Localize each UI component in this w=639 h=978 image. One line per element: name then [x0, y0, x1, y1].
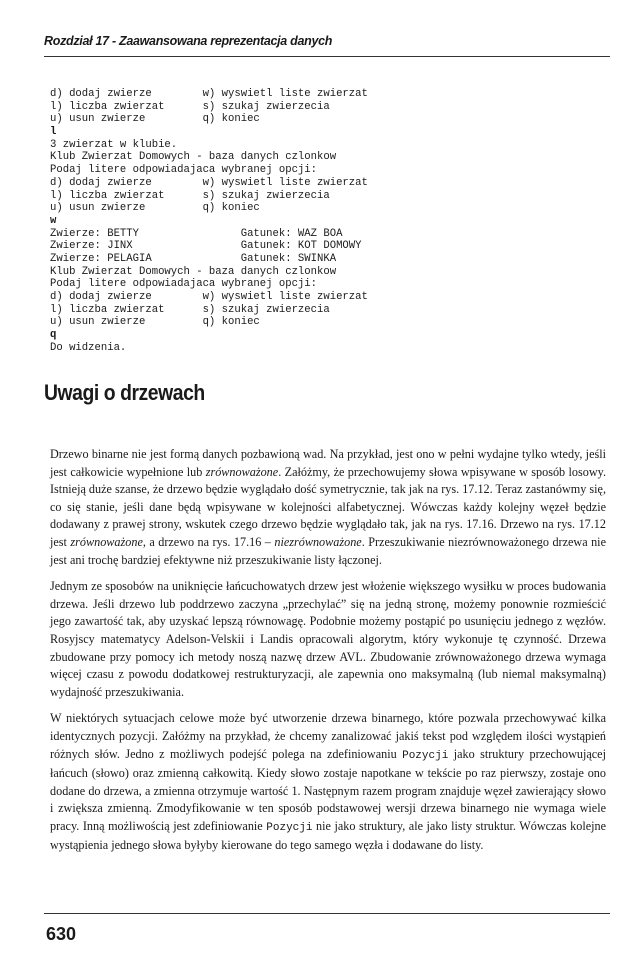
- body-paragraph: [50, 710, 606, 855]
- page-number: 630: [46, 924, 77, 944]
- body-paragraph: [50, 446, 606, 569]
- text-run: W niektórych sytuacjach celowe może być utworzenie drzewa binarnego, które pozwala przechowywać kilka identycznych pozycji. Załóżmy na przykład, że chcemy zanalizować jakiś tekst pod względem ilości wystąpień różnych słów. Jedno z możliwych podejść polega na zdefiniowaniu: [50, 711, 606, 761]
- console-line: Podaj litere odpowiadajaca wybranej opcji:: [50, 278, 318, 291]
- text-run: nie jako struktury, ale jako listy struktur. Wówczas kolejne wystąpienia jednego słowa byłyby kierowane do tego samego węzła i dodawane do listy.: [50, 818, 607, 853]
- body-text: [50, 446, 606, 864]
- console-line: l) liczba zwierzat s) szukaj zwierzecia: [50, 189, 330, 202]
- console-line: Podaj litere odpowiadajaca wybranej opcji:: [50, 164, 318, 177]
- console-line: l: [50, 126, 57, 139]
- console-line: Klub Zwierzat Domowych - baza danych czlonkow: [50, 151, 337, 164]
- emphasis-term: zrównoważone: [205, 464, 279, 479]
- running-header: Rozdział 17 - Zaawansowana reprezentacja danych: [44, 34, 333, 48]
- text-run: , a drzewo na rys. 17.16 –: [142, 534, 275, 549]
- text-run: . Przeszukiwanie niezrównoważonego drzewa nie jest ani trochę bardziej efektywne niż przeszukiwanie listy łączonej.: [50, 534, 606, 567]
- console-line: Zwierze: PELAGIA Gatunek: SWINKA: [50, 252, 337, 265]
- console-line: d) dodaj zwierze w) wyswietl liste zwierzat: [50, 176, 368, 189]
- console-line: q: [50, 329, 57, 342]
- console-line: Zwierze: JINX Gatunek: KOT DOMOWY: [50, 240, 362, 253]
- text-run: Jednym ze sposobów na uniknięcie łańcuchowatych drzew jest włożenie większego wysiłku w proces budowania drzewa. Jeśli drzewo lub poddrzewo zaczyna „przechylać” się na jedną stronę, możemy ponownie rozmieścić jego zawartość tak, aby uzyskać lepszą równowagę. Podobnie możemy postąpić po usunięciu jednego z węzłów. Rosyjscy matematycy Adelson-Velskii i Landis opracowali algorytm, który wykonuje tę czynność. Drzewa zbudowane przy pomocy ich metody noszą nazwę drzew AVL. Zbudowanie zrównoważonego drzewa wymaga więcej czasu z powodu dodatkowej restrukturyzacji, ale zapewnia ono maksymalną (lub niemal maksymalną) wydajność przeszukiwania.: [50, 579, 606, 699]
- text-run: . Załóżmy, że przechowujemy słowa wpisywane w sposób losowy. Istnieją duże szanse, że drzewo będzie wyglądało dość symetrycznie, tak jak na rys. 17.12. Teraz zastanówmy się, co się stanie, jeśli dane będą wpisywane w kolejności alfabetycznej. Wówczas każdy kolejny węzeł będzie dodawany z prawej strony, wskutek czego drzewo będzie wyglądało tak, jak na rys. 17.16. Drzewo na rys. 17.12 jest: [50, 464, 606, 549]
- console-line: d) dodaj zwierze w) wyswietl liste zwierzat: [50, 291, 368, 303]
- console-line: u) usun zwierze q) koniec: [50, 202, 260, 215]
- body-paragraph: [50, 578, 606, 701]
- console-line: u) usun zwierze q) koniec: [50, 113, 260, 126]
- console-line: 3 zwierzat w klubie.: [50, 138, 178, 151]
- console-line: Zwierze: BETTY Gatunek: WAZ BOA: [50, 227, 343, 240]
- footer-rule: [44, 913, 610, 914]
- console-output: [50, 88, 610, 354]
- header-rule: [44, 56, 610, 57]
- text-run: Drzewo binarne nie jest formą danych pozbawioną wad. Na przykład, jest ono w pełni wydajne tylko wtedy, jeśli jest całkowicie wypełnione lub: [50, 447, 606, 479]
- console-line: w: [50, 214, 57, 227]
- console-line: Klub Zwierzat Domowych - baza danych czlonkow: [50, 265, 337, 278]
- code-term: Pozycji: [402, 749, 449, 762]
- console-line: Do widzenia.: [50, 341, 127, 354]
- console-line: d) dodaj zwierze w) wyswietl liste zwierzat: [50, 88, 368, 100]
- emphasis-term: zrównoważone: [70, 534, 143, 549]
- emphasis-term: niezrównoważone: [274, 534, 362, 549]
- console-line: u) usun zwierze q) koniec: [50, 316, 260, 329]
- console-line: l) liczba zwierzat s) szukaj zwierzecia: [50, 303, 330, 316]
- console-line: l) liczba zwierzat s) szukaj zwierzecia: [50, 100, 330, 113]
- section-title: Uwagi o drzewach: [44, 380, 205, 405]
- code-term: Pozycji: [266, 821, 313, 834]
- text-run: jako struktury przechowującej łańcuch (słowo) oraz zmienną całkowitą. Kiedy słowo zostaje napotkane w tekście po raz pierwszy, zostaje ono dodane do drzewa, a zmienna otrzymuje wartość 1. Następnym razem program znajduje węzeł zawierający słowo i zwiększa zmienną. Zmodyfikowanie w ten sposób podstawowej wersji drzewa binarnego nie wymaga wiele pracy. Inną możliwością jest zdefiniowanie: [50, 746, 606, 833]
